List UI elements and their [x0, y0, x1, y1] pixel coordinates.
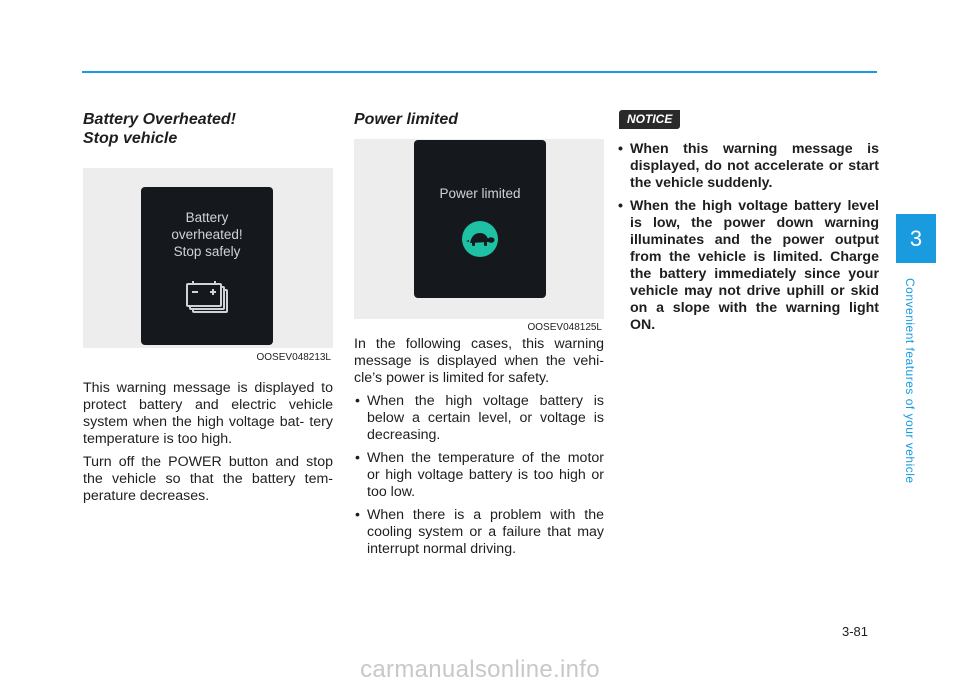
- paragraph: Turn off the POWER button and stop the vehicle so that the battery tem- perature decreases.: [83, 454, 333, 504]
- list-item: • When the high voltage battery is below a certain level, or voltage is decreasing.: [354, 393, 604, 444]
- paragraph: In the following cases, this warning message is displayed when the vehi- cle’s power is limited for safety.: [354, 336, 604, 386]
- section-notice: [617, 110, 879, 340]
- list-item: • When there is a problem with the cooling system or a failure that may interrupt normal driving.: [354, 507, 604, 558]
- chapter-label: Convenient features of your vehicle: [903, 278, 917, 484]
- list-item: • When the high voltage battery level is low, the power down warning illuminates and the power output from the vehicle is limited. Charge the battery immediately since your vehicle may not drive uphill or skid on a slope with the warning light ON.: [617, 198, 879, 334]
- figure-code: OOSEV048125L: [527, 322, 602, 333]
- display-message: Power limited: [439, 186, 521, 201]
- display-message: Battery overheated! Stop safely: [171, 210, 243, 259]
- cluster-display: [414, 140, 546, 298]
- battery-warning-icon: [183, 280, 231, 316]
- bullet-list: [354, 393, 604, 558]
- paragraph: This warning message is displayed to protect battery and electric vehicle system when the high voltage bat- tery temperature is too high.: [83, 380, 333, 447]
- bullet-list: [617, 141, 879, 334]
- section-power-limited: [354, 110, 604, 564]
- battery-overheated-figure: [83, 168, 333, 363]
- top-rule: [82, 71, 877, 73]
- notice-badge: NOTICE: [619, 110, 680, 129]
- turtle-icon: [461, 220, 499, 258]
- chapter-tab: 3: [896, 214, 936, 263]
- section-title: Power limited: [354, 111, 459, 128]
- watermark: carmanualsonline.info: [360, 656, 600, 683]
- section-title: Battery Overheated! Stop vehicle: [83, 111, 236, 147]
- list-item: • When the temperature of the motor or high voltage battery is too high or too low.: [354, 450, 604, 501]
- power-limited-figure: [354, 139, 604, 333]
- figure-code: OOSEV048213L: [256, 352, 331, 363]
- list-item: • When this warning message is displayed, do not accelerate or start the vehicle suddenly.: [617, 141, 879, 192]
- cluster-display: [141, 187, 273, 345]
- section-battery-overheated: [83, 110, 333, 511]
- page-number: 3-81: [842, 624, 869, 639]
